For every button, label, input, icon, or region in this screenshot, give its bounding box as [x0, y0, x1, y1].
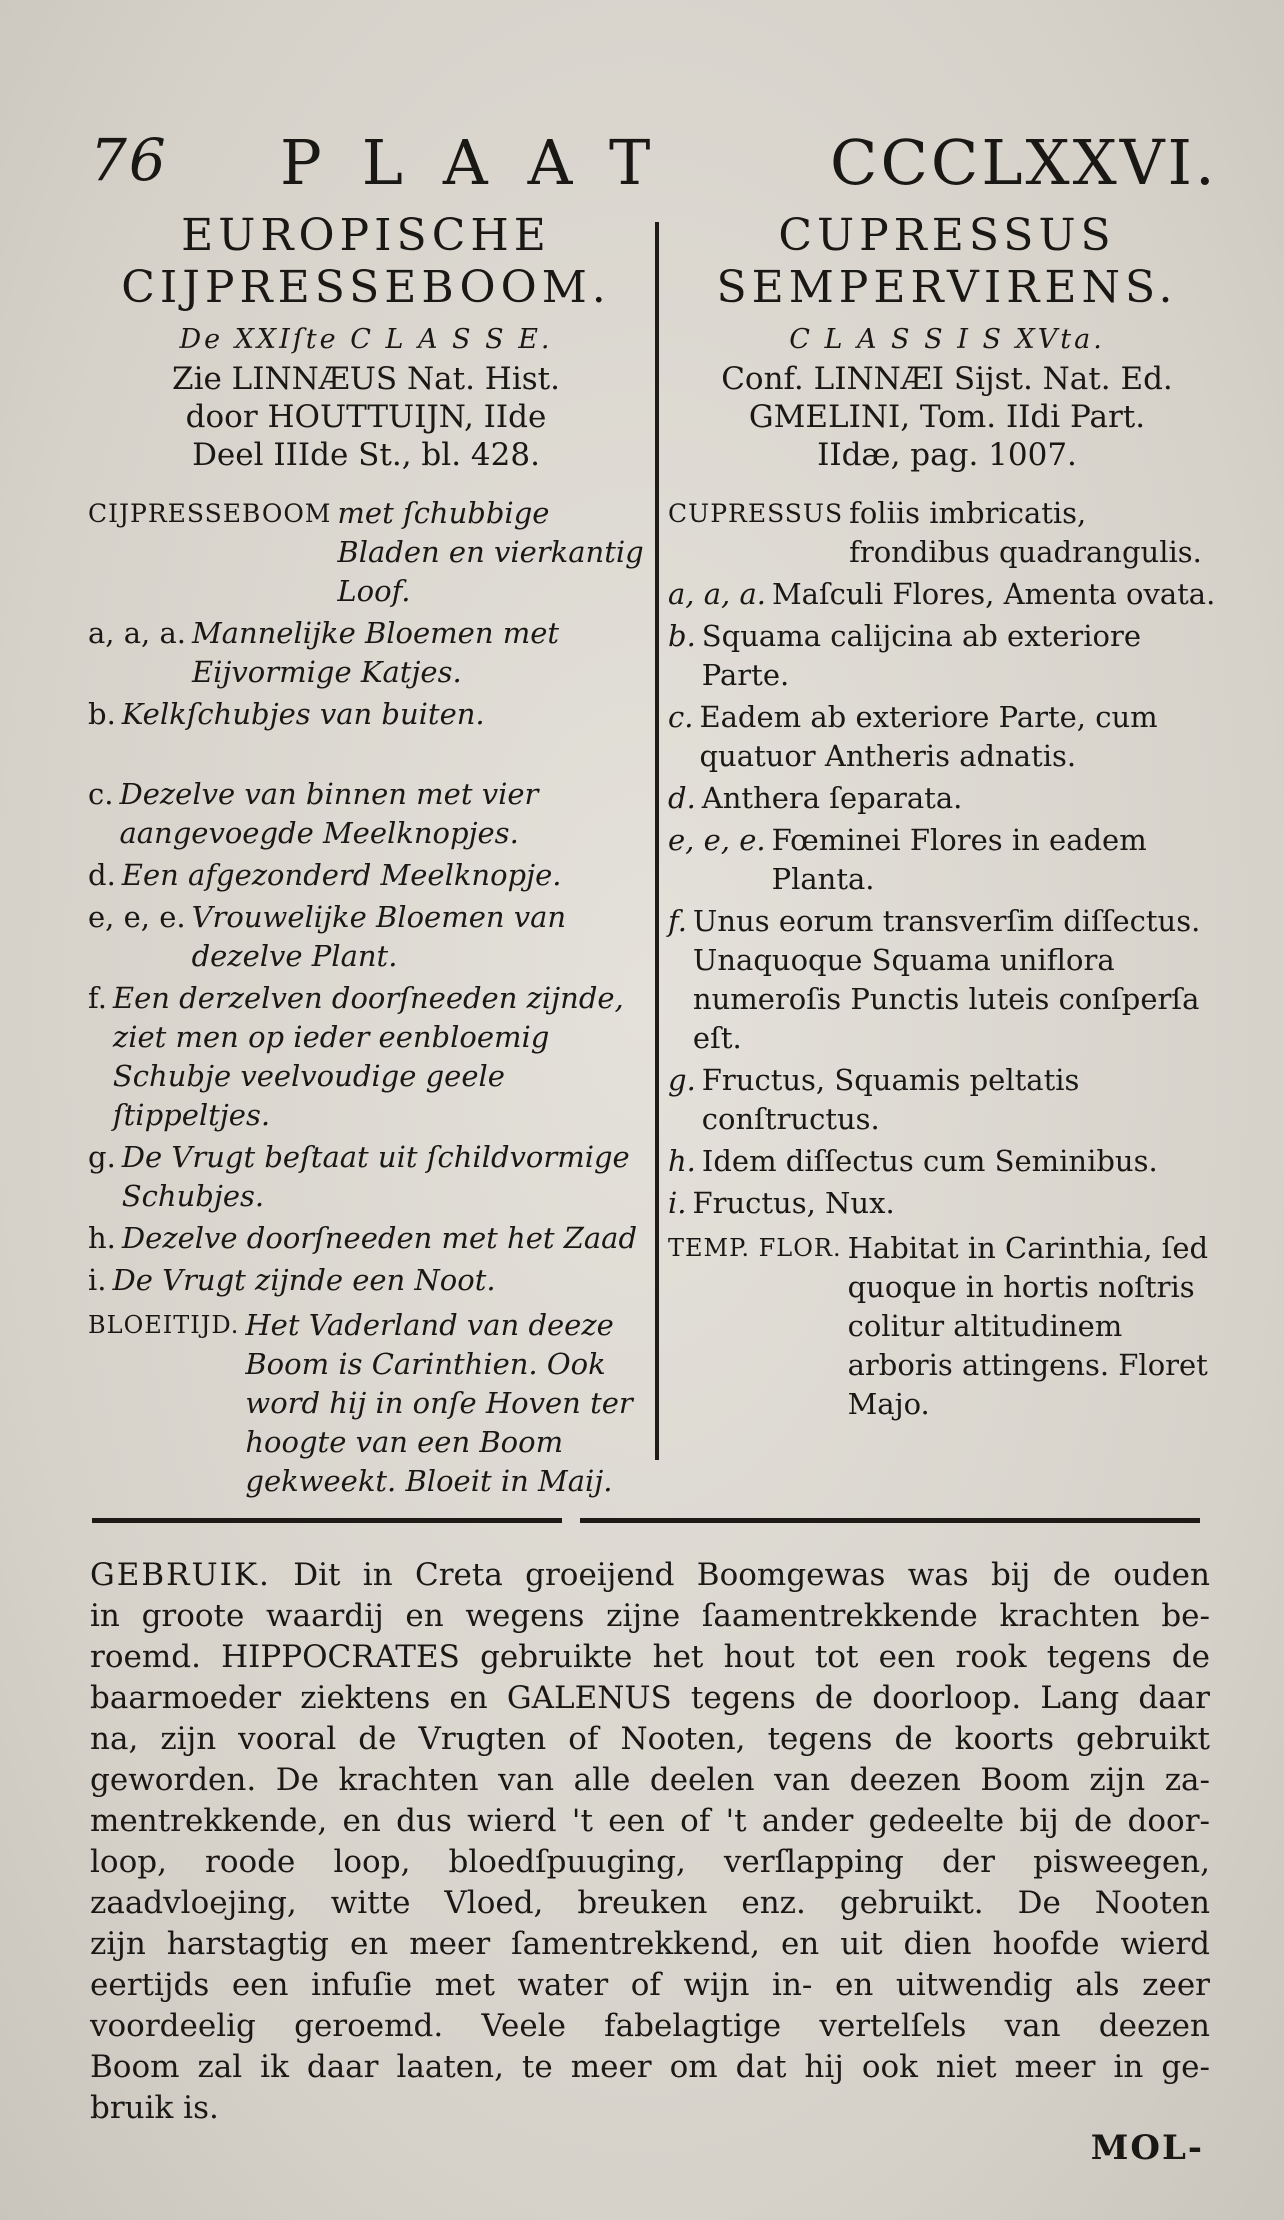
page-header	[90, 118, 1218, 208]
latin-entry	[668, 575, 1226, 614]
dutch-class: De XXIſte C L A S S E.	[179, 324, 553, 355]
latin-entry	[668, 779, 1226, 818]
column-divider	[655, 222, 659, 1460]
dutch-entries	[88, 494, 644, 1501]
catchword: MOL-	[1090, 2128, 1204, 2168]
usage-line-text: Dit in Creta groeijend Boomgewas was bij de ouden	[293, 1557, 1210, 1593]
latin-entries	[668, 494, 1226, 1424]
latin-entry	[668, 1142, 1226, 1181]
latin-reference-line: GMELINI, Tom. IIdi Part.	[748, 399, 1146, 435]
dutch-entry	[88, 979, 644, 1135]
usage-line: geworden. De krachten van alle deelen van deezen Boom zijn za-	[90, 1762, 1210, 1798]
entry-label: c.	[668, 700, 694, 734]
flowering-text: Habitat in Carinthia, ſed quoque in hortis noſtris colitur altitudinem arboris attingens. Floret Majo.	[847, 1231, 1209, 1421]
entry-label: i.	[88, 1263, 107, 1297]
entry-text: Eadem ab exteriore Parte, cum quatuor Antheris adnatis.	[699, 700, 1158, 773]
entry-text: Fructus, Squamis peltatis conſtructus.	[701, 1063, 1080, 1136]
entry-label: c.	[88, 777, 114, 811]
entry-text: Mannelijke Bloemen met Eijvormige Katjes.	[191, 616, 560, 689]
usage-line: loop, roode loop, bloedſpuuging, verſlapping der pisweegen,	[90, 1844, 1210, 1880]
usage-paragraph	[90, 1555, 1210, 2129]
latin-reference-line: IIdæ, pag. 1007.	[817, 437, 1077, 473]
dutch-reference-line: door HOUTTUIJN, IIde	[185, 399, 547, 435]
usage-line: voordeelig geroemd. Veele fabelagtige vertelſels van deezen	[90, 2008, 1210, 2044]
dutch-entry	[88, 695, 644, 734]
plate-word: PLAAT	[280, 126, 691, 199]
dutch-column	[88, 210, 644, 1504]
latin-entry	[668, 1184, 1226, 1223]
entry-text: Een derzelven doorſneeden zijnde, ziet men op ieder eenbloemig Schubje veelvoudige geele ſtippeltjes.	[112, 981, 624, 1132]
latin-reference	[668, 360, 1226, 474]
entry-text: Dezelve van binnen met vier aangevoegde Meelknopjes.	[119, 777, 539, 850]
entry-text: Dezelve doorſneeden met het Zaad	[121, 1221, 638, 1255]
latin-title-line-1: CUPRESSUS	[778, 210, 1116, 261]
latin-reference-line: Conf. LINNÆI Sijst. Nat. Ed.	[721, 361, 1173, 397]
entry-text: De Vrugt beſtaat uit ſchildvormige Schubjes.	[121, 1140, 630, 1213]
latin-entry	[668, 1061, 1226, 1139]
dutch-title-line-2: CIJPRESSEBOOM.	[121, 262, 611, 313]
entry-label: g.	[88, 1140, 116, 1174]
latin-entry	[668, 698, 1226, 776]
dutch-entry	[88, 775, 644, 853]
usage-line: roemd. HIPPOCRATES gebruikte het hout tot een rook tegens de	[90, 1639, 1210, 1675]
entry-text: De Vrugt zijnde een Noot.	[112, 1263, 496, 1297]
entry-text: met ſchubbige Bladen en vierkantig Loof.	[337, 496, 644, 608]
entry-label: b.	[88, 697, 116, 731]
entry-label: d.	[668, 781, 696, 815]
latin-entry	[668, 902, 1226, 1058]
entry-text: Unus eorum transverſim diſſectus. Unaquoque Squama uniflora numeroſis Punctis luteis conſperſa eſt.	[692, 904, 1201, 1055]
usage-label: GEBRUIK.	[90, 1557, 271, 1593]
flowering-text: Het Vaderland van deeze Boom is Carinthien. Ook word hij in onſe Hoven ter hoogte van een Boom gekweekt. Bloeit in Maij.	[245, 1308, 633, 1498]
entry-text: Anthera ſeparata.	[701, 781, 963, 815]
flowering-time-latin	[668, 1229, 1226, 1424]
latin-entry	[668, 617, 1226, 695]
page-number: 76	[90, 126, 168, 194]
flowering-label: BLOEITIJD.	[88, 1311, 240, 1339]
usage-line: in groote waardij en wegens zijne ſaamentrekkende krachten be-	[90, 1598, 1210, 1634]
entry-label: b.	[668, 619, 696, 653]
dutch-entry	[88, 494, 644, 611]
usage-line: eertijds een infuſie met water of wijn in- en uitwendig als zeer	[90, 1967, 1210, 2003]
entry-label: h.	[88, 1221, 116, 1255]
entry-text: Squama calijcina ab exteriore Parte.	[701, 619, 1142, 692]
usage-line: zaadvloejing, witte Vloed, breuken enz. gebruikt. De Nooten	[90, 1885, 1210, 1921]
dutch-reference	[88, 360, 644, 474]
dutch-entry	[88, 1261, 644, 1300]
entry-text: Maſculi Flores, Amenta ovata.	[771, 577, 1216, 611]
latin-class: C L A S S I S XVta.	[789, 324, 1105, 355]
entry-label: a, a, a.	[668, 577, 766, 611]
entry-text: Een afgezonderd Meelknopje.	[121, 858, 562, 892]
entry-text: Kelkſchubjes van buiten.	[121, 697, 485, 731]
dutch-title-line-1: EUROPISCHE	[181, 210, 551, 261]
entry-label: f.	[668, 904, 687, 938]
entry-label: f.	[88, 981, 107, 1015]
entry-text: Idem diſſectus cum Seminibus.	[701, 1144, 1158, 1178]
usage-line: baarmoeder ziektens en GALENUS tegens de doorloop. Lang daar	[90, 1680, 1210, 1716]
flowering-label: TEMP. FLOR.	[668, 1234, 842, 1262]
entry-label: d.	[88, 858, 116, 892]
latin-title-line-2: SEMPERVIRENS.	[716, 262, 1178, 313]
entry-text: Fructus, Nux.	[692, 1186, 895, 1220]
entry-text: Vrouwelijke Bloemen van dezelve Plant.	[191, 900, 567, 973]
usage-line	[90, 1555, 1210, 1596]
dutch-entry	[88, 1138, 644, 1216]
usage-line: bruik is.	[90, 2090, 219, 2126]
entry-label: e, e, e.	[668, 823, 766, 857]
usage-line: na, zijn vooral de Vrugten of Nooten, tegens de koorts gebruikt	[90, 1721, 1210, 1757]
section-rule-left	[92, 1518, 562, 1523]
usage-line: Boom zal ik daar laaten, te meer om dat hij ook niet meer in ge-	[90, 2049, 1210, 2085]
usage-line: zijn harstagtig en meer ſamentrekkend, en uit dien hoofde wierd	[90, 1926, 1210, 1962]
entry-label: a, a, a.	[88, 616, 186, 650]
latin-column	[668, 210, 1226, 1427]
spacer	[88, 737, 644, 775]
usage-line: mentrekkende, en dus wierd 't een of 't ander gedeelte bij de door-	[90, 1803, 1210, 1839]
plate-number: CCCLXXVI.	[830, 126, 1218, 199]
entry-label: h.	[668, 1144, 696, 1178]
entry-label: g.	[668, 1063, 696, 1097]
entry-text: Fœminei Flores in eadem Planta.	[771, 823, 1147, 896]
dutch-reference-line: Zie LINNÆUS Nat. Hist.	[172, 361, 560, 397]
dutch-reference-line: Deel IIIde St., bl. 428.	[192, 437, 540, 473]
entry-label: CIJPRESSEBOOM	[88, 499, 332, 528]
latin-entry	[668, 494, 1226, 572]
dutch-entry	[88, 856, 644, 895]
section-rule-right	[580, 1518, 1200, 1523]
entry-label: e, e, e.	[88, 900, 186, 934]
entry-label: CUPRESSUS	[668, 499, 844, 528]
entry-text: foliis imbricatis, frondibus quadrangulis.	[849, 496, 1202, 569]
entry-label: i.	[668, 1186, 687, 1220]
flowering-time	[88, 1306, 644, 1501]
dutch-entry	[88, 614, 644, 692]
latin-entry	[668, 821, 1226, 899]
dutch-entry	[88, 1219, 644, 1258]
dutch-entry	[88, 898, 644, 976]
